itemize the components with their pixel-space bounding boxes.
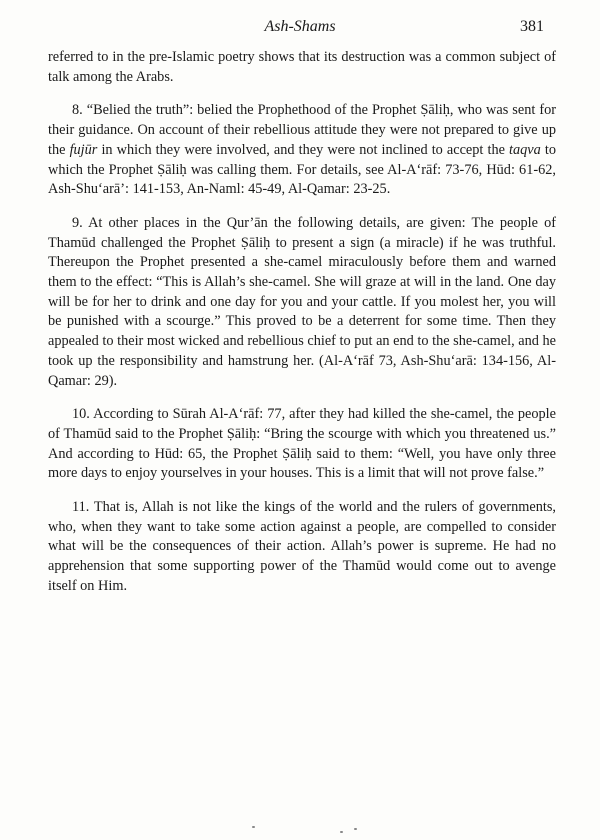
chapter-title: Ash-Shams [264, 18, 336, 35]
italic-term-taqva: taqva [509, 141, 541, 158]
paragraph-text: to which the Prophet Ṣāliḥ was calling them. For details, see Al-A‘rāf: 73-76, Hūd: 61-62, Ash-Shu‘arā’: 141-153, An-Naml: 45-49, Al-Qamar: 23-25. [48, 141, 556, 198]
paragraph-text: 9. At other places in the Qur’ān the following details, are given: The people of Thamūd challenged the Prophet Ṣāliḥ to present a sign (a miracle) if he was truthful. Thereupon the Prophet presented a she-camel miraculously before them and warned them to the effect: “This is Allah’s she-camel. She will graze at will in the land. One day will be for her to drink and one day for you and your cattle. If you molest her, you will be punished with a scourge.” This proved to be a deterrent for some time. Then they appealed to their most wicked and rebellious chief to put an end to the she-camel, and he took up the responsibility and hamstrung her. (Al-A‘rāf 73, Ash-Shu‘arā: 134-156, Al-Qamar: 29). [48, 214, 556, 389]
scan-speck [354, 828, 357, 830]
paragraph-text: 8. “Belied the truth”: belied the Prophethood of the Prophet Ṣāliḥ, who was sent for their guidance. On account of their rebellious attitude they were not prepared to give up the [48, 102, 556, 158]
italic-term-fujur: fujūr [69, 141, 98, 158]
note-10 [48, 405, 556, 484]
note-9 [48, 214, 556, 391]
scan-speck [252, 826, 255, 828]
paragraph-text: 10. According to Sūrah Al-A‘rāf: 77, after they had killed the she-camel, the people of Thamūd said to the Prophet Ṣāliḥ: “Bring the scourge with which you threatened us.” And according to Hūd: 65, the Prophet Ṣāliḥ said to them: “Well, you have only three more days to enjoy yourselves in your houses. This is a limit that will not prove false.” [48, 406, 556, 482]
running-header [0, 16, 600, 38]
paragraph-text: 11. That is, Allah is not like the kings of the world and the rulers of governments, who, when they want to take some action against a people, are compelled to consider what will be the consequences of their action. Allah’s power is supreme. He had no apprehension that some supporting power of the Thamūd would come out to avenge itself on Him. [48, 499, 556, 594]
paragraph-continuation [48, 48, 556, 87]
paragraph-text: in which they were involved, and they were not inclined to accept the [97, 141, 510, 158]
page-number: 381 [520, 18, 544, 35]
paragraph-text: referred to in the pre-Islamic poetry shows that its destruction was a common subject of talk among the Arabs. [48, 49, 556, 85]
note-8 [48, 101, 556, 200]
note-11 [48, 498, 556, 597]
body-text [48, 48, 556, 611]
scan-speck [340, 831, 343, 833]
